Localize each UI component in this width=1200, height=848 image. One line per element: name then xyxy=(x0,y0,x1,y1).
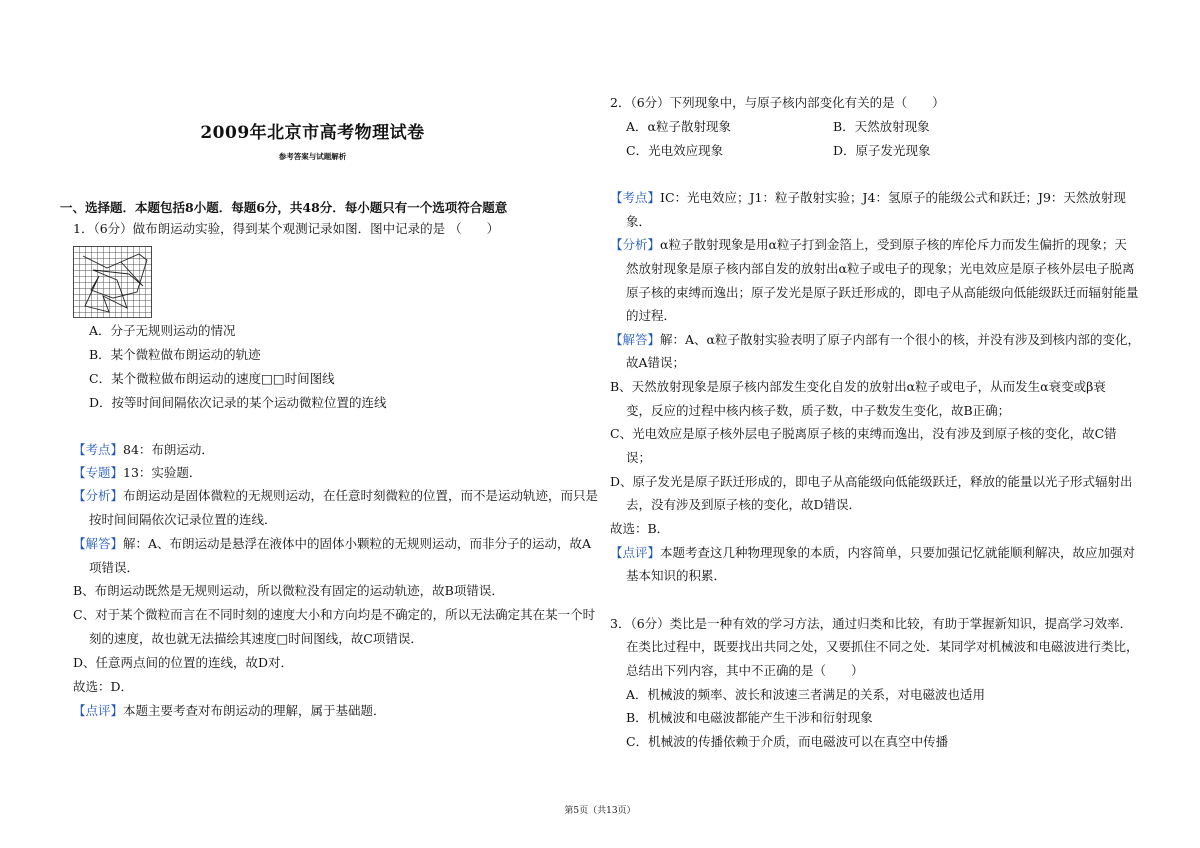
q2-option-a: A．α粒子散射现象 xyxy=(626,119,731,134)
exam-title: 2009年北京市高考物理试卷 xyxy=(200,123,425,143)
q1-dianping-tag: 【点评】 xyxy=(73,703,124,718)
q2-dianping-line2: 基本知识的积累． xyxy=(626,568,727,583)
section-heading: 一、选择题．本题包括8小题．每题6分，共48分．每小题只有一个选项符合题意 xyxy=(60,200,508,215)
q1-fenxi-line1: 布朗运动是固体微粒的无规则运动，在任意时刻微粒的位置，而不是运动轨迹，而只是 xyxy=(123,488,599,503)
page-number: 第5页（共13页） xyxy=(564,806,636,816)
q1-option-d: D．按等时间间隔依次记录的某个运动微粒位置的连线 xyxy=(89,395,387,410)
q2-dianping xyxy=(610,545,1135,561)
q2-fenxi-line3: 原子核的束缚而逸出；原子发光是原子跃迁形成的，即电子从高能级向低能级跃迁而辐射能量 xyxy=(626,285,1139,300)
q1-c-line2: 刻的速度，故也就无法描绘其速度□时间图线，故C项错误． xyxy=(89,631,423,646)
q1-option-c: C．某个微粒做布朗运动的速度□□时间图线 xyxy=(89,371,335,386)
q1-jieda xyxy=(73,536,591,552)
q2-fenxi-line2: 然放射现象是原子核内部自发的放射出α粒子或电子的现象；光电效应是原子核外层电子脱离 xyxy=(626,261,1135,276)
q1-b-line: B、布朗运动既然是无规则运动，所以微粒没有固定的运动轨迹，故B项错误． xyxy=(73,583,504,598)
q1-jieda-line2: 项错误． xyxy=(89,560,140,575)
q2-jieda-tag: 【解答】 xyxy=(610,332,661,347)
q3-option-a: A．机械波的频率、波长和波速三者满足的关系，对电磁波也适用 xyxy=(626,687,986,702)
exam-subtitle: 参考答案与试题解析 xyxy=(278,152,347,161)
q1-kaodian-text: 84：布朗运动． xyxy=(123,442,214,457)
brownian-motion-figure xyxy=(73,246,152,318)
q2-option-c: C．光电效应现象 xyxy=(626,143,724,158)
q1-dianping xyxy=(73,703,386,719)
q2-fenxi-tag: 【分析】 xyxy=(610,237,661,252)
q2-dianping-tag: 【点评】 xyxy=(610,545,661,560)
q1-option-b: B．某个微粒做布朗运动的轨迹 xyxy=(89,347,261,362)
q2-b-line1: B、天然放射现象是原子核内部发生变化自发的放射出α粒子或电子，从而发生α衰变或β衰 xyxy=(610,379,1106,394)
q1-zhuanti-tag: 【专题】 xyxy=(73,465,124,480)
q1-jieda-tag: 【解答】 xyxy=(73,536,124,551)
q2-option-b: B．天然放射现象 xyxy=(833,119,930,134)
q1-fenxi-tag: 【分析】 xyxy=(73,488,124,503)
q1-dianping-text: 本题主要考查对布朗运动的理解，属于基础题． xyxy=(123,703,386,718)
q2-c-line2: 误； xyxy=(626,450,652,465)
q1-fenxi xyxy=(73,488,598,504)
q2-kaodian xyxy=(610,190,1126,206)
q2-d-line2: 去，没有涉及到原子核的变化，故D错误． xyxy=(626,497,862,512)
q2-c-line1: C、光电效应是原子核外层电子脱离原子核的束缚而逸出，没有涉及到原子核的变化，故C错 xyxy=(610,426,1117,441)
q1-kaodian xyxy=(73,442,214,458)
q1-option-a: A．分子无规则运动的情况 xyxy=(89,323,236,338)
q1-d-line: D、任意两点间的位置的连线，故D对． xyxy=(73,655,294,670)
q1-c-line1: C、对于某个微粒而言在不同时刻的速度大小和方向均是不确定的，所以无法确定其在某一个时 xyxy=(73,607,596,622)
q3-stem-line3: 总结出下列内容，其中不正确的是（ ） xyxy=(626,663,864,678)
q2-kaodian-line1: IC：光电效应；J1：粒子散射实验；J4：氢原子的能级公式和跃迁；J9：天然放射现 xyxy=(660,190,1126,205)
q2-fenxi-line1: α粒子散射现象是用α粒子打到金箔上，受到原子核的库伦斥力而发生偏折的现象；天 xyxy=(660,237,1127,252)
q2-kaodian-tag: 【考点】 xyxy=(610,190,661,205)
q2-answer: 故选：B． xyxy=(610,521,670,536)
q2-jieda-line1: 解：A、α粒子散射实验表明了原子内部有一个很小的核，并没有涉及到核内部的变化， xyxy=(660,332,1140,347)
q2-fenxi xyxy=(610,237,1127,253)
q3-stem-line2: 在类比过程中，既要找出共同之处，又要抓住不同之处．某同学对机械波和电磁波进行类比， xyxy=(626,639,1139,654)
q3-stem-line1: 3．（6分）类比是一种有效的学习方法，通过归类和比较，有助于掌握新知识，提高学习效率． xyxy=(610,616,1133,631)
q1-jieda-line1: 解：A、布朗运动是悬浮在液体中的固体小颗粒的无规则运动，而非分子的运动，故A xyxy=(123,536,592,551)
q1-zhuanti-text: 13：实验题． xyxy=(123,465,202,480)
q1-kaodian-tag: 【考点】 xyxy=(73,442,124,457)
q2-b-line2: 变，反应的过程中核内核子数，质子数，中子数发生变化，故B正确； xyxy=(626,403,1011,418)
q2-d-line1: D、原子发光是原子跃迁形成的，即电子从高能级向低能级跃迁，释放的能量以光子形式辐射出 xyxy=(610,474,1133,489)
q2-jieda xyxy=(610,332,1140,348)
q3-option-c: C．机械波的传播依赖于介质，而电磁波可以在真空中传播 xyxy=(626,734,949,749)
q3-option-b: B．机械波和电磁波都能产生干涉和衍射现象 xyxy=(626,710,873,725)
q1-stem: 1．（6分）做布朗运动实验，得到某个观测记录如图．图中记录的是 （ ） xyxy=(73,221,500,236)
q2-dianping-line1: 本题考查这几种物理现象的本质，内容简单，只要加强记忆就能顺利解决，故应加强对 xyxy=(660,545,1136,560)
q1-fenxi-line2: 按时间间隔依次记录位置的连线． xyxy=(89,512,277,527)
q2-stem: 2．（6分）下列现象中，与原子核内部变化有关的是（ ） xyxy=(610,95,945,110)
q2-fenxi-line4: 的过程． xyxy=(626,308,677,323)
q2-option-d: D．原子发光现象 xyxy=(833,143,931,158)
q1-answer: 故选：D． xyxy=(73,679,134,694)
q1-zhuanti xyxy=(73,465,201,481)
q2-jieda-line2: 故A错误； xyxy=(626,355,686,370)
q2-kaodian-line2: 象． xyxy=(626,214,652,229)
